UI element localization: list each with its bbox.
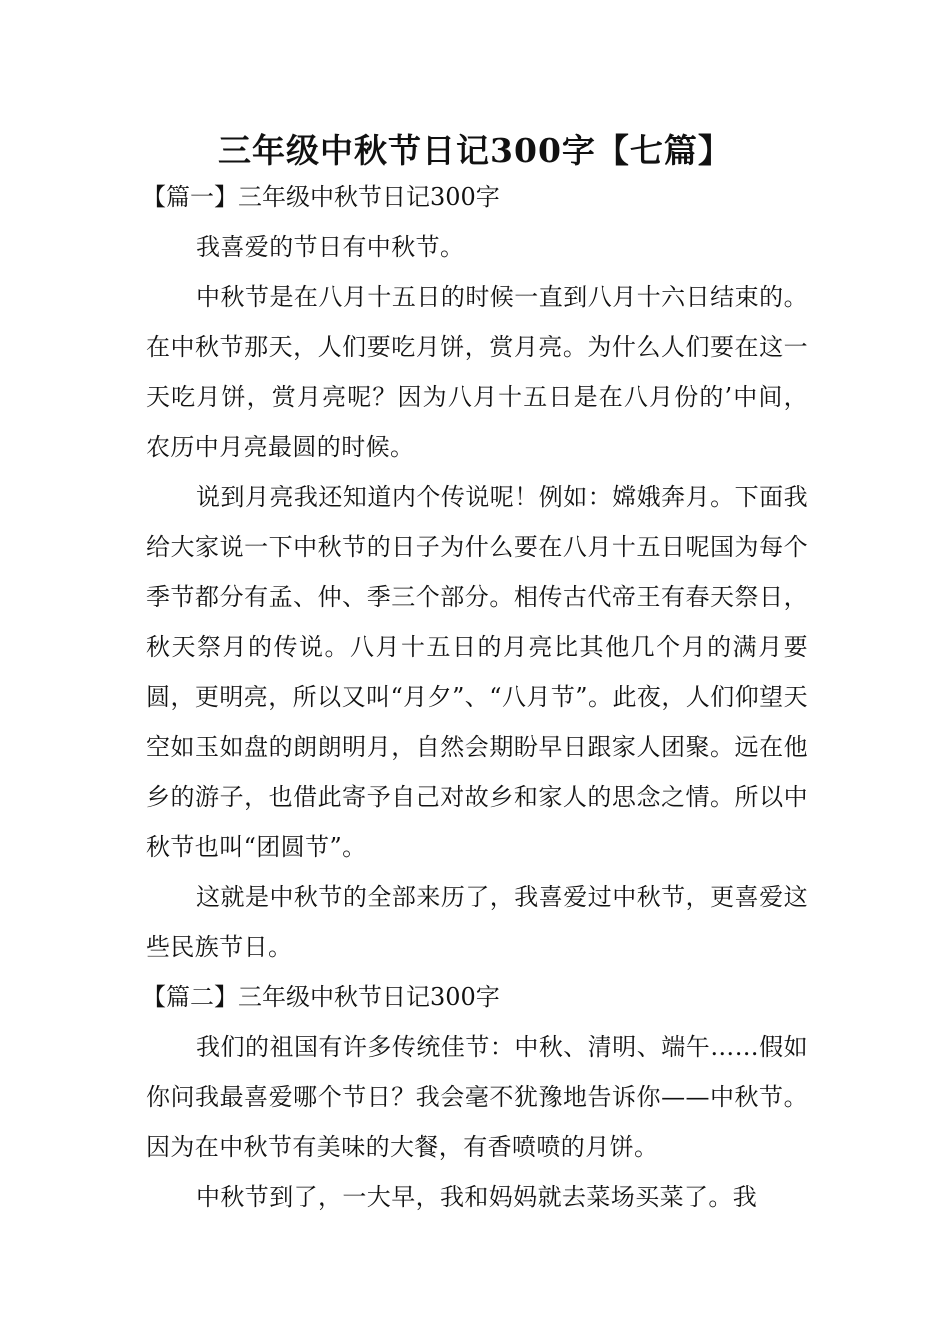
document-title: 三年级中秋节日记300字【七篇】 [218, 131, 732, 170]
paragraph: 说到月亮我还知道内个传说呢！例如：嫦娥奔月。下面我给大家说一下中秋节的日子为什么要在八月十五日呢国为每个季节都分有孟、仲、季三个部分。相传古代帝王有春天祭日，秋天祭月的传说。八月十五日的月亮比其他几个月的满月要圆，更明亮，所以又叫“月夕”、“八月节”。此夜，人们仰望天空如玉如盘的朗朗明月，自然会期盼早日跟家人团聚。远在他乡的游子，也借此寄予自己对故乡和家人的思念之情。所以中秋节也叫“团圆节”。 [146, 483, 808, 861]
paragraph: 我们的祖国有许多传统佳节：中秋、清明、端午……假如你问我最喜爱哪个节日？我会毫不犹豫地告诉你——中秋节。因为在中秋节有美味的大餐，有香喷喷的月饼。 [146, 1033, 808, 1161]
paragraph: 这就是中秋节的全部来历了，我喜爱过中秋节，更喜爱这些民族节日。 [146, 883, 808, 961]
paragraph: 中秋节到了，一大早，我和妈妈就去菜场买菜了。我 [196, 1183, 758, 1211]
section-heading: 【篇一】三年级中秋节日记300字 [142, 183, 500, 211]
document-body [142, 172, 808, 1222]
section-heading: 【篇二】三年级中秋节日记300字 [142, 983, 500, 1011]
paragraph: 我喜爱的节日有中秋节。 [196, 233, 465, 261]
paragraph: 中秋节是在八月十五日的时候一直到八月十六日结束的。在中秋节那天，人们要吃月饼，赏月亮。为什么人们要在这一天吃月饼，赏月亮呢？因为八月十五日是在八月份的’中间，农历中月亮最圆的时候。 [146, 283, 808, 461]
